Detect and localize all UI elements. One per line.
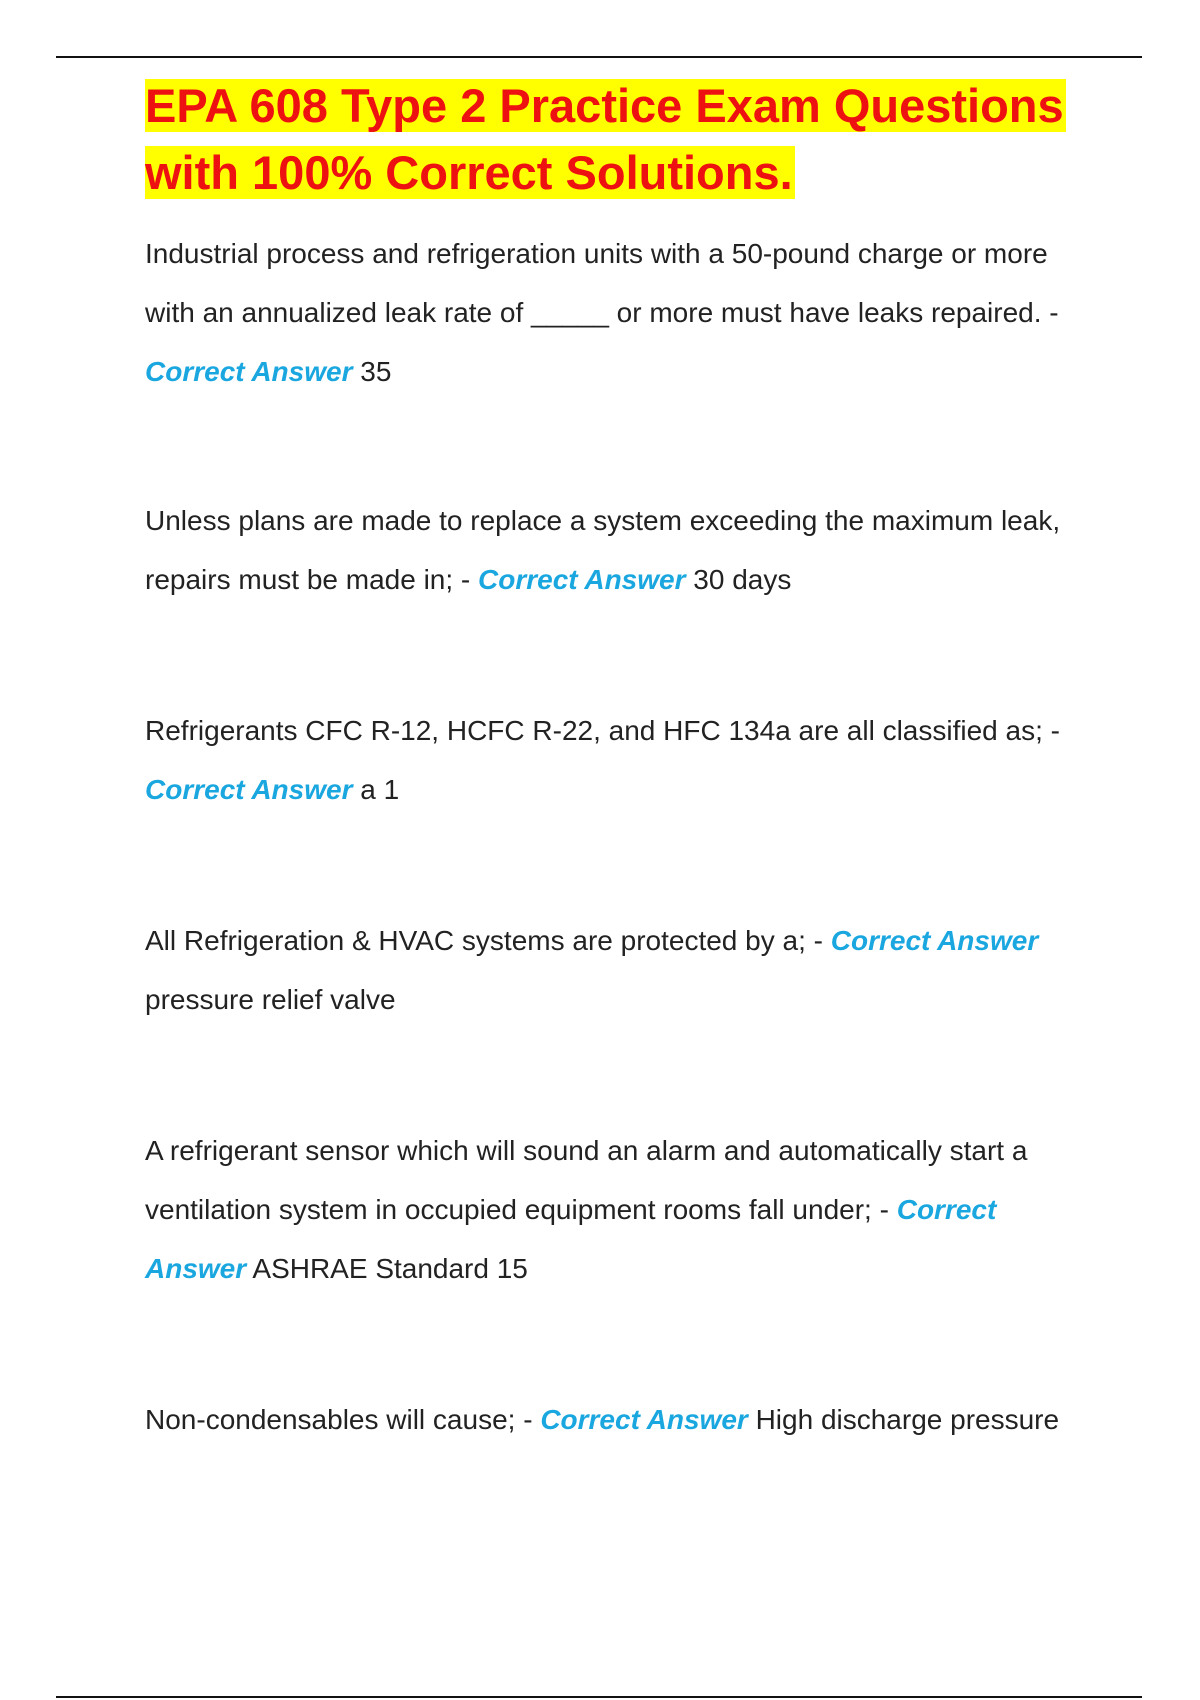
document-title [145, 72, 1095, 206]
qa-item-5 [145, 1121, 1095, 1298]
answer-text: a 1 [352, 774, 400, 805]
answer-text: ASHRAE Standard 15 [246, 1253, 528, 1284]
qa-item-2 [145, 491, 1095, 609]
qa-item-4 [145, 911, 1095, 1029]
correct-answer-label: Correct Answer [540, 1404, 748, 1435]
correct-answer-label: Correct Answer [478, 564, 686, 595]
qa-item-6 [145, 1390, 1095, 1449]
correct-answer-label: Correct Answer [830, 925, 1039, 956]
question-text: Unless plans are made to replace a system exceeding the maximum leak, repairs must be made in; - [145, 505, 1061, 595]
question-text: A refrigerant sensor which will sound an alarm and automatically start a ventilation system in occupied equipment rooms fall under; - [145, 1135, 1028, 1225]
title-line-1: EPA 608 Type 2 Practice Exam Questions [145, 79, 1064, 132]
qa-item-3 [145, 701, 1095, 819]
answer-text: High discharge pressure [747, 1404, 1060, 1435]
question-text: Refrigerants CFC R-12, HCFC R-22, and HFC 134a are all classified as; - [145, 715, 1060, 746]
correct-answer-label: Correct Answer [145, 1194, 997, 1284]
qa-item-1 [145, 224, 1095, 401]
correct-answer-label: Correct Answer [145, 774, 353, 805]
document-page [145, 72, 1095, 1449]
footer-rule [56, 1696, 1142, 1698]
title-line-2: with 100% Correct Solutions. [145, 146, 793, 199]
question-text: Industrial process and refrigeration units with a 50-pound charge or more with an annualized leak rate of _____ or more must have leaks repaired. - [145, 238, 1059, 328]
answer-text: 30 days [685, 564, 792, 595]
answer-text: pressure relief valve [145, 984, 396, 1015]
question-text: Non-condensables will cause; - [145, 1404, 541, 1435]
question-text: All Refrigeration & HVAC systems are protected by a; - [145, 925, 831, 956]
header-rule [56, 56, 1142, 58]
correct-answer-label: Correct Answer [145, 356, 353, 387]
answer-text: 35 [352, 356, 392, 387]
